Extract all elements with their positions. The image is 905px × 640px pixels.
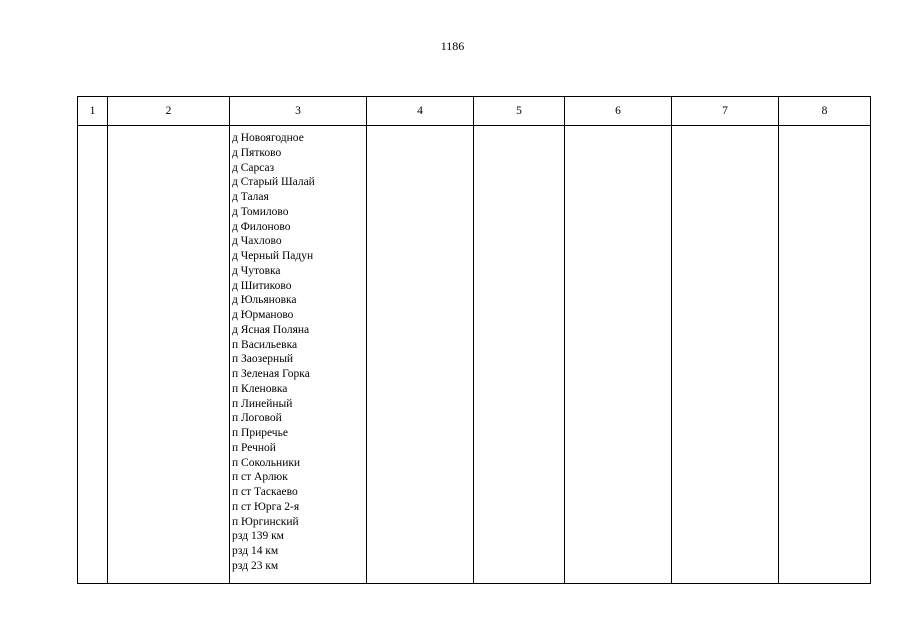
list-item: п Кленовка: [232, 382, 288, 395]
column-header-1: 1: [78, 97, 108, 126]
column-header-6: 6: [565, 97, 672, 126]
list-item: рзд 23 км: [232, 559, 279, 572]
list-item: д Талая: [232, 191, 269, 203]
cell-col-4: [367, 126, 474, 584]
list-item: д Юльяновка: [232, 294, 297, 307]
column-header-2: 2: [108, 97, 230, 126]
list-item: д Чахлово: [232, 235, 282, 248]
list-item: д Черный Падун: [232, 250, 314, 262]
column-header-3: 3: [230, 97, 367, 126]
list-item: д Пятково: [232, 146, 282, 159]
cell-col-6: [565, 126, 672, 584]
list-item: д Юрманово: [232, 309, 294, 321]
list-item: п Сокольники: [232, 456, 301, 469]
list-item: п Логовой: [232, 412, 282, 425]
page-number: 1186: [440, 39, 465, 53]
data-table: [77, 96, 871, 584]
list-item: п ст Таскаево: [232, 486, 298, 498]
list-item: д Томилово: [232, 205, 289, 218]
list-item: рзд 14 км: [232, 545, 279, 557]
settlement-list: [230, 126, 366, 574]
cell-col-7: [672, 126, 779, 584]
list-item: п Линейный: [232, 397, 293, 410]
list-item: п Зеленая Горка: [232, 368, 310, 380]
column-header-7: 7: [672, 97, 779, 126]
list-item: д Сарсаз: [232, 161, 275, 174]
list-item: п ст Юрга 2-я: [232, 500, 300, 513]
list-item: д Чутовка: [232, 264, 281, 277]
list-item: д Ясная Поляна: [232, 323, 310, 336]
list-item: д Новоягодное: [232, 132, 304, 144]
cell-col-3: [230, 126, 367, 584]
column-header-4: 4: [367, 97, 474, 126]
cell-col-8: [779, 126, 871, 584]
cell-col-1: [78, 126, 108, 584]
list-item: п Приречье: [232, 427, 288, 439]
list-item: д Шитиково: [232, 279, 292, 292]
list-item: д Старый Шалай: [232, 176, 315, 189]
column-header-8: 8: [779, 97, 871, 126]
cell-col-5: [474, 126, 565, 584]
list-item: п Васильевка: [232, 338, 298, 351]
list-item: п ст Арлюк: [232, 471, 288, 484]
table-header-row: [78, 97, 871, 126]
list-item: рзд 139 км: [232, 530, 284, 543]
list-item: п Юргинский: [232, 515, 299, 528]
list-item: п Речной: [232, 441, 276, 454]
table-row: [78, 126, 871, 584]
cell-col-2: [108, 126, 230, 584]
list-item: д Филоново: [232, 220, 291, 233]
list-item: п Заозерный: [232, 353, 294, 366]
column-header-5: 5: [474, 97, 565, 126]
